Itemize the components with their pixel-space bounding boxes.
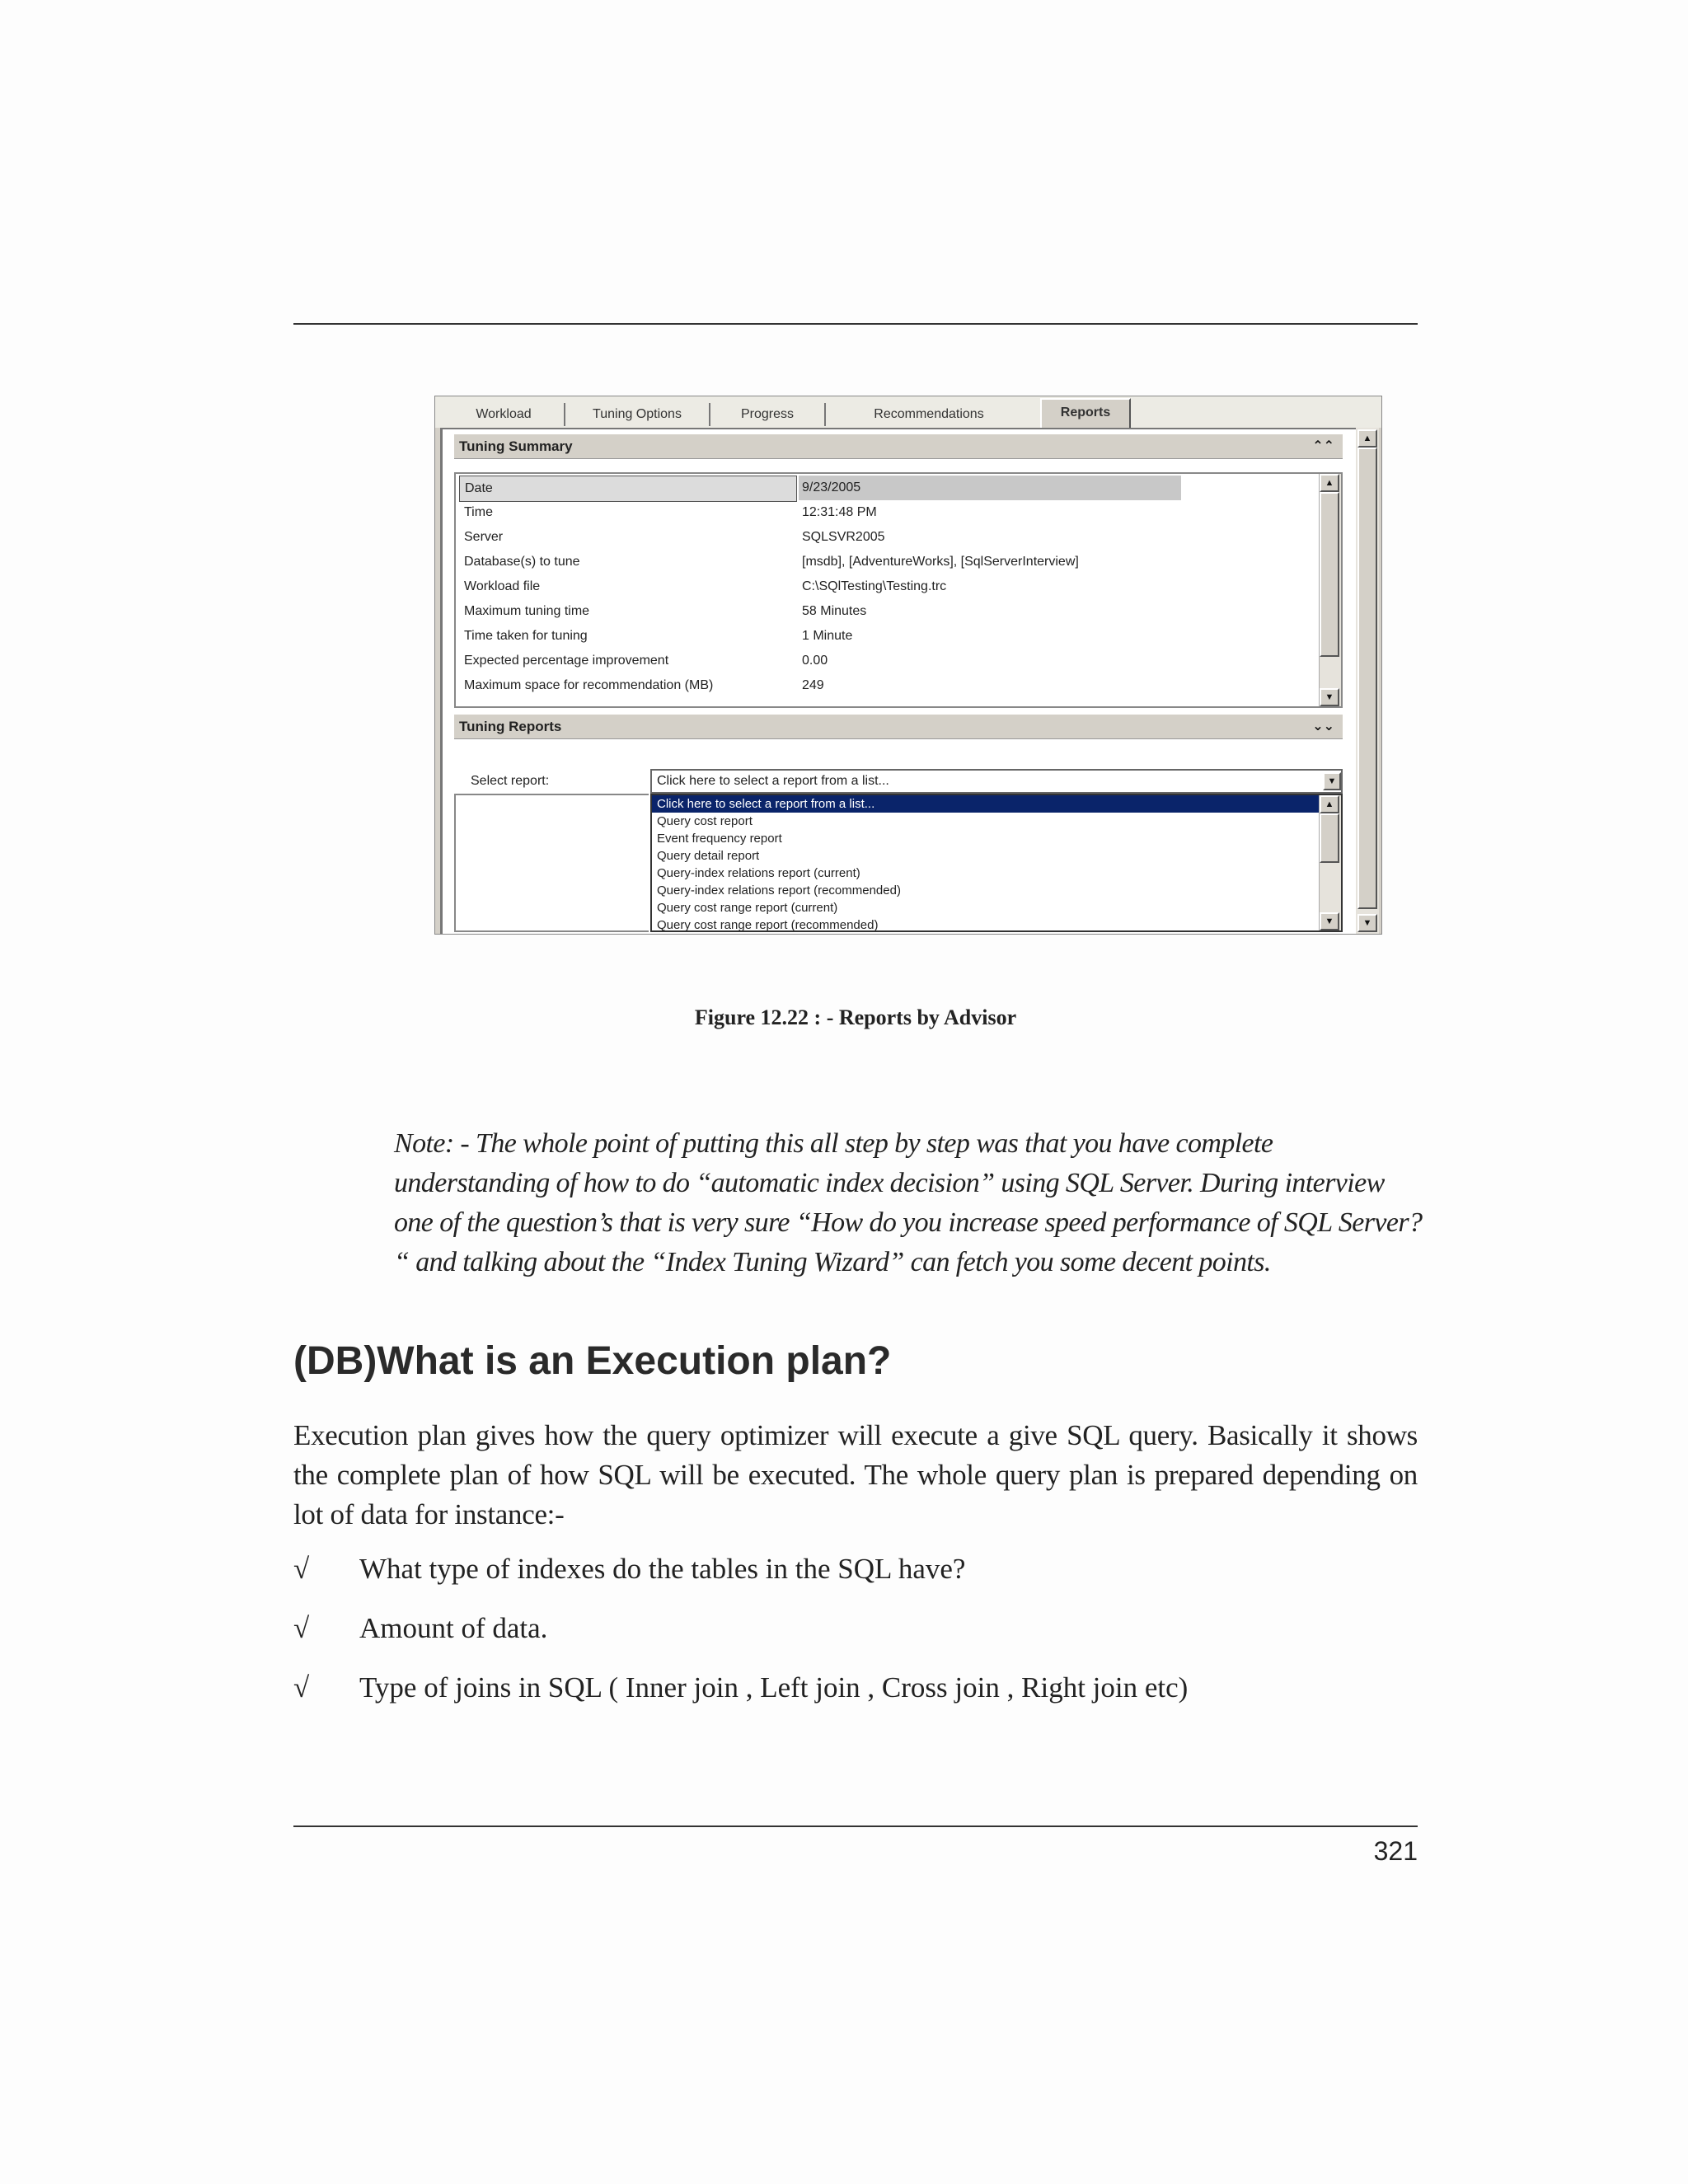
reports-panel — [440, 428, 1356, 935]
section-heading: (DB)What is an Execution plan? — [293, 1339, 892, 1383]
tab-reports[interactable]: Reports — [1040, 398, 1131, 428]
scroll-up-icon[interactable]: ▲ — [1357, 429, 1377, 448]
summary-row[interactable]: Server SQLSVR2005 — [464, 530, 885, 544]
scroll-down-icon[interactable]: ▼ — [1320, 688, 1339, 706]
check-icon: √ — [293, 1612, 310, 1644]
reports-screenshot — [434, 396, 1382, 935]
panel-scrollbar[interactable] — [1356, 428, 1379, 934]
scroll-thumb[interactable] — [1320, 813, 1339, 863]
check-icon: √ — [293, 1553, 310, 1585]
dropdown-arrow-icon[interactable]: ▼ — [1323, 772, 1341, 790]
header-rule — [293, 323, 1418, 325]
tuning-summary-title: Tuning Summary — [459, 438, 573, 454]
list-scrollbar[interactable] — [1319, 795, 1341, 930]
footer-rule — [293, 1825, 1418, 1827]
list-item[interactable]: Query-index relations report (recommended) — [657, 883, 901, 898]
collapse-down-icon[interactable]: ⌄⌄ — [1312, 719, 1334, 733]
report-select[interactable] — [650, 769, 1343, 794]
tuning-summary-grid — [454, 472, 1343, 708]
summary-row[interactable]: Database(s) to tune [msdb], [AdventureWorks], [SqlServerInterview] — [464, 555, 1079, 569]
body-paragraph: Execution plan gives how the query optimizer will execute a give SQL query. Basically it shows the complete plan of how SQL will be executed. The whole query plan is prepared depending on lot of data for instance:- — [293, 1419, 1418, 1530]
scroll-down-icon[interactable]: ▼ — [1320, 912, 1339, 930]
scroll-down-icon[interactable]: ▼ — [1357, 914, 1377, 932]
check-icon: √ — [293, 1671, 310, 1704]
report-preview-pane — [454, 794, 649, 932]
figure-caption: Figure 12.22 : - Reports by Advisor — [694, 1005, 1017, 1029]
summary-row[interactable]: Maximum tuning time 58 Minutes — [464, 604, 867, 618]
tab-recommendations[interactable]: Recommendations — [874, 407, 984, 421]
report-select-value: Click here to select a report from a list... — [657, 774, 889, 788]
scroll-up-icon[interactable]: ▲ — [1320, 474, 1339, 492]
list-item[interactable]: Query cost report — [657, 814, 753, 828]
summary-row[interactable]: Workload file C:\SQlTesting\Testing.trc — [464, 579, 947, 593]
list-item[interactable]: Query detail report — [657, 849, 760, 863]
tab-progress[interactable]: Progress — [710, 403, 826, 426]
scroll-up-icon[interactable]: ▲ — [1320, 795, 1339, 813]
collapse-up-icon[interactable]: ⌃⌃ — [1312, 439, 1334, 453]
tuning-reports-title: Tuning Reports — [459, 719, 562, 734]
page-number: 321 — [1373, 1836, 1418, 1866]
scroll-thumb[interactable] — [1320, 492, 1339, 657]
summary-row[interactable]: Maximum space for recommendation (MB) 249 — [464, 678, 824, 692]
note-paragraph: Note: - The whole point of putting this all step by step was that you have complete understanding of how to do “automatic index decision” using SQL Server. During interview one of the question’s that is very sure “How do you increase speed performance of SQL Server? “ and talking about the “Index Tuning Wizard” can fetch you some decent points. — [394, 1128, 1423, 1277]
summary-scrollbar[interactable] — [1319, 474, 1341, 706]
summary-row[interactable]: Time taken for tuning 1 Minute — [464, 629, 853, 643]
tuning-summary-header[interactable] — [454, 434, 1343, 459]
tuning-reports-header[interactable] — [454, 715, 1343, 739]
list-item[interactable]: Click here to select a report from a list... — [652, 795, 1341, 813]
tab-bar — [435, 396, 1381, 428]
scroll-thumb[interactable] — [1357, 448, 1377, 909]
list-item[interactable]: Query-index relations report (current) — [657, 866, 860, 880]
tab-workload[interactable]: Workload — [443, 403, 565, 426]
report-options-list[interactable] — [650, 794, 1343, 932]
list-item[interactable]: Event frequency report — [657, 832, 782, 846]
summary-row[interactable]: Time 12:31:48 PM — [464, 505, 877, 519]
summary-row[interactable]: Expected percentage improvement 0.00 — [464, 654, 828, 668]
select-report-label: Select report: — [471, 774, 550, 788]
tab-tuning-options[interactable]: Tuning Options — [565, 403, 710, 426]
summary-row[interactable]: Date 9/23/2005 — [456, 476, 1313, 500]
list-item[interactable]: Query cost range report (current) — [657, 901, 838, 915]
list-item[interactable]: Query cost range report (recommended) — [657, 918, 879, 932]
